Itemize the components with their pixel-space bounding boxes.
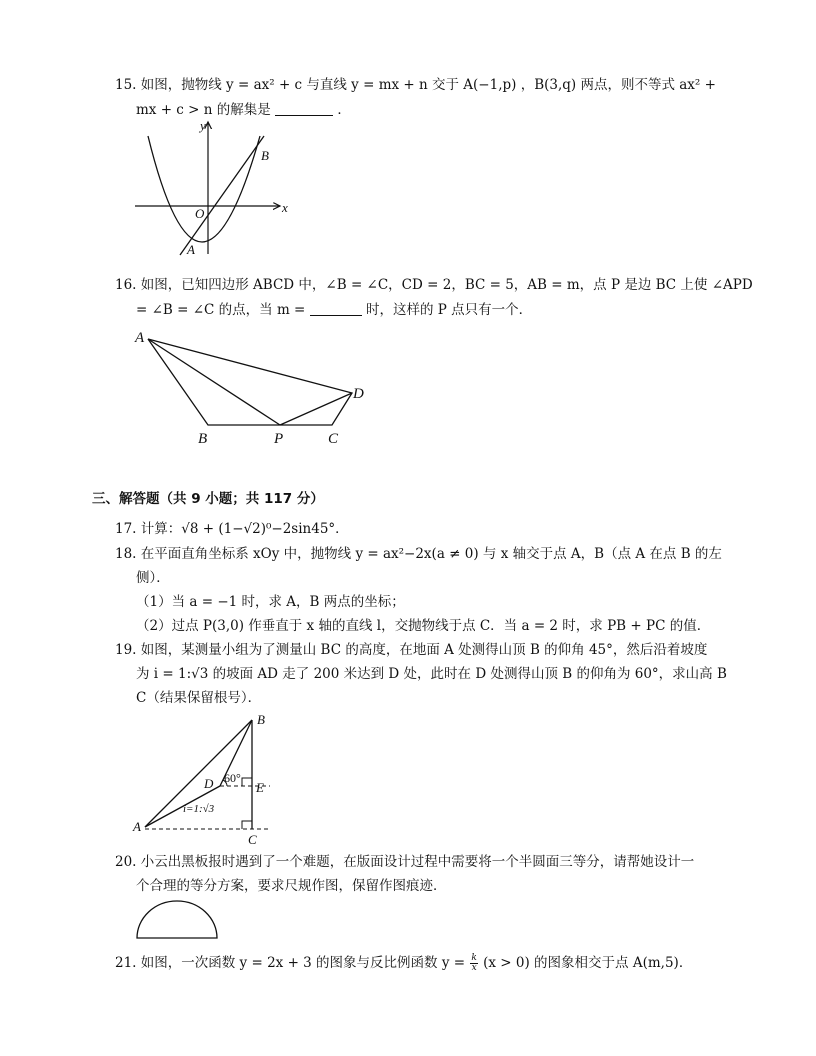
q20-line2: 个合理的等分方案，要求尺规作图，保留作图痕迹． [136,878,447,894]
fig16-label-d: D [353,386,364,402]
q15-line1: 15. 如图，抛物线 y = ax² + c 与直线 y = mx + n 交于 A(−1,p) ，B(3,q) 两点，则不等式 ax² + [115,77,716,93]
q16-answer-blank [310,301,362,316]
fig19-label-a: A [133,819,141,834]
q15-line2 [136,100,351,120]
q18-sub1: （1）当 a = −1 时，求 A，B 两点的坐标； [136,594,405,610]
quadrilateral [148,339,352,425]
right-angle-e [242,778,252,786]
q19-line2: 为 i = 1:√3 的坡面 AD 走了 200 米达到 D 处，此时在 D 处测得山顶 B 的仰角为 60°，求山高 B [136,666,727,682]
fig19-label-d: D [204,776,214,791]
fig19-label-slope: i=1:√3 [183,803,215,815]
fig19-label-angle: 60° [224,771,241,785]
section-3-title: 三、解答题（共 9 小题；共 117 分） [92,491,324,507]
fig15-label-o: O [195,206,205,221]
fig15-label-b: B [261,148,269,163]
fig19-label-b: B [257,712,265,727]
q16-line2-pre: = ∠B = ∠C 的点，当 m = [136,302,306,318]
fig19-label-c: C [248,832,257,847]
fig16-label-b: B [198,431,208,447]
q18-line2: 侧）． [136,570,170,586]
q21-frac-num: k [471,953,477,963]
q16-line2-post: 时，这样的 P 点只有一个． [365,302,533,318]
fig15-label-a: A [187,242,195,257]
q21-frac-den: x [471,963,477,973]
q15-line2-pre: mx + c > n 的解集是 [136,102,271,118]
q15-line2-post: ． [337,102,351,118]
segment-ap [148,339,280,425]
q15-answer-blank [275,101,333,116]
parabola [148,136,260,242]
q17-text: 17. 计算：√8 + (1−√2)⁰−2sin45°． [115,521,349,537]
q19-line1: 19. 如图，某测量小组为了测量山 BC 的高度，在地面 A 处测得山顶 B 的仰角 45°，然后沿着坡度 [115,642,708,658]
q18-line1: 18. 在平面直角坐标系 xOy 中，抛物线 y = ax²−2x(a ≠ 0) 与 x 轴交于点 A，B（点 A 在点 B 的左 [115,546,722,562]
fig16-label-p: P [274,431,284,447]
fig19-label-e: E [256,780,264,795]
straight-line [180,136,264,255]
segment-pd [280,393,352,425]
q16-figure [132,325,382,450]
fig16-label-a: A [135,330,145,346]
fig16-label-c: C [328,431,339,447]
q21-pre: 21. 如图，一次函数 y = 2x + 3 的图象与反比例函数 y = [115,955,466,971]
q21-line [115,953,692,973]
q20-line1: 20. 小云出黑板报时遇到了一个难题，在版面设计过程中需要将一个半圆面三等分，请帮她设计一 [115,854,695,870]
q21-post: (x > 0) 的图象相交于点 A(m,5)． [483,955,693,971]
right-angle-c [242,821,252,829]
q16-line2 [136,300,532,320]
q15-figure [130,118,290,258]
q18-sub2: （2）过点 P(3,0) 作垂直于 x 轴的直线 l，交抛物线于点 C．当 a = 2 时，求 PB + PC 的值． [136,618,711,634]
q21-fraction [470,954,477,973]
fig15-label-y: y [200,118,206,133]
q19-figure [130,712,280,847]
q19-line3: C（结果保留根号）． [136,690,262,706]
fig15-label-x: x [282,200,288,215]
q20-semicircle [134,898,220,942]
q16-line1: 16. 如图，已知四边形 ABCD 中，∠B = ∠C，CD = 2，BC = 5，AB = m，点 P 是边 BC 上使 ∠APD [115,277,753,293]
